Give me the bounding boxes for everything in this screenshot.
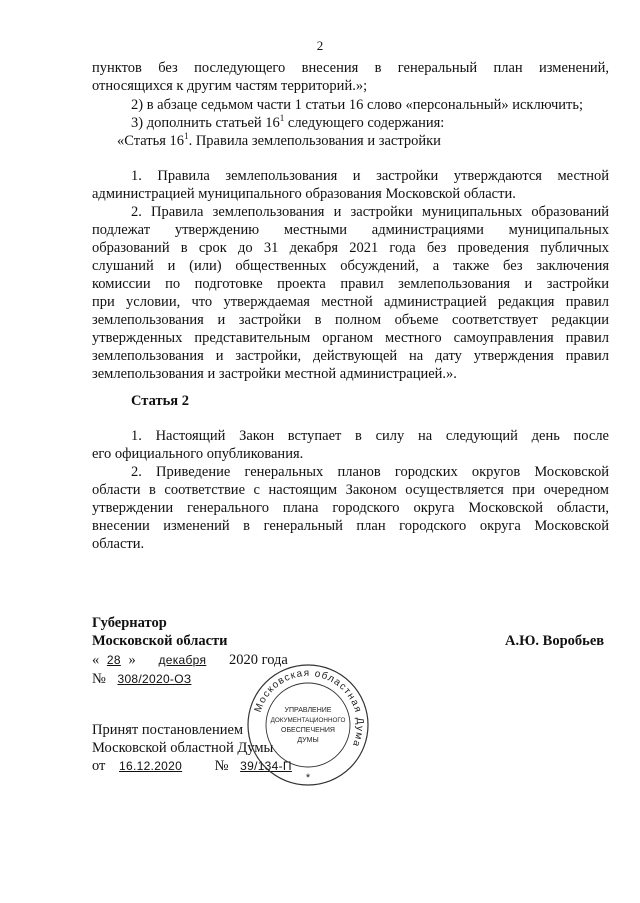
adopted-by-body: Московской областной Думы bbox=[92, 740, 274, 756]
date-day: 28 bbox=[106, 653, 121, 667]
adopted-from-label: от bbox=[92, 758, 106, 774]
body-line: области. bbox=[92, 536, 145, 552]
body-line: пунктов без последующего внесения в генеральный план изменений, bbox=[92, 60, 609, 76]
adopted-by: Принят постановлением bbox=[92, 722, 244, 738]
body-line: 2) в абзаце седьмом части 1 статьи 16 слово «персональный» исключить; bbox=[131, 97, 584, 113]
stamp-center-line: ДОКУМЕНТАЦИОННОГО bbox=[270, 717, 346, 724]
body-line: 2. Приведение генеральных планов городских округов Московской bbox=[131, 464, 609, 480]
body-line-part: «Статья 16 bbox=[117, 133, 185, 149]
body-line: 1. Правила землепользования и застройки утверждаются местной bbox=[131, 168, 609, 184]
body-line: области в соответствие с настоящим Законом осуществляется при очередном bbox=[92, 482, 609, 498]
stamp-center-line: ОБЕСПЕЧЕНИЯ bbox=[281, 727, 335, 734]
body-line: землепользования и застройки в полном объеме соответствует редакции bbox=[92, 312, 609, 328]
body-line: относящихся к другим частям территорий.»; bbox=[92, 78, 368, 94]
body-line: слушаний и (или) общественных обсуждений, а также без заключения bbox=[92, 258, 609, 274]
body-line-part: следующего содержания: bbox=[287, 115, 445, 131]
body-line: землепользования и застройки, действующей на дату утверждения правил bbox=[92, 348, 609, 364]
number-label: № bbox=[92, 671, 106, 687]
body-line: комиссии по подготовке проекта правил землепользования и застройки bbox=[92, 276, 609, 292]
body-line: землепользования и застройки местной администрацией.». bbox=[92, 366, 457, 382]
stamp-center-line: УПРАВЛЕНИЕ bbox=[284, 707, 332, 714]
signatory-name: А.Ю. Воробьев bbox=[505, 633, 605, 649]
body-line: при условии, что утверждаемая местной администрацией редакция правил bbox=[92, 294, 609, 310]
adopted-number-label: № bbox=[214, 758, 229, 774]
body-line: подлежат утверждению местными администрациями муниципальных bbox=[92, 222, 609, 238]
stamp-star-icon: * bbox=[305, 772, 311, 784]
body-line: внесении изменений в генеральный план городского округа Московской bbox=[92, 518, 609, 534]
body-line: утверждении генерального плана городского округа Московской области, bbox=[92, 500, 609, 516]
article-heading-16-1 bbox=[117, 132, 441, 150]
official-stamp bbox=[245, 662, 371, 788]
body-line: образований в срок до 31 декабря 2021 года без проведения публичных bbox=[92, 240, 609, 256]
signatory-title: Губернатор bbox=[92, 615, 167, 631]
law-number bbox=[92, 670, 255, 688]
stamp-ring-path: Московская областная Дума bbox=[252, 667, 366, 750]
superscript: 1 bbox=[184, 131, 189, 141]
date-quote-close: » bbox=[128, 652, 136, 668]
body-line: 1. Настоящий Закон вступает в силу на следующий день после bbox=[131, 428, 609, 444]
body-line bbox=[131, 114, 444, 132]
body-line: утвержденных представительным органом местного самоуправления правил bbox=[92, 330, 609, 346]
date-month: декабря bbox=[158, 653, 207, 667]
date-quote-open: « bbox=[92, 652, 100, 668]
body-line: 2. Правила землепользования и застройки муниципальных образований bbox=[131, 204, 609, 220]
superscript: 1 bbox=[279, 113, 285, 123]
body-line-part: . Правила землепользования и застройки bbox=[188, 133, 441, 149]
signatory-region: Московской области bbox=[92, 633, 228, 649]
body-line: администрацией муниципального образования Московской области. bbox=[92, 186, 516, 202]
body-line-part: 3) дополнить статьей 16 bbox=[131, 115, 280, 131]
number-value: 308/2020-ОЗ bbox=[117, 672, 192, 686]
body-line: его официального опубликования. bbox=[92, 446, 304, 462]
page-number: 2 bbox=[316, 38, 324, 53]
date-year: 2020 года bbox=[229, 652, 288, 668]
adopted-date: 16.12.2020 bbox=[119, 759, 183, 773]
stamp-center-line: ДУМЫ bbox=[297, 737, 319, 744]
adopted-number: 39/134-П bbox=[240, 759, 292, 773]
article-heading: Статья 2 bbox=[131, 393, 189, 409]
